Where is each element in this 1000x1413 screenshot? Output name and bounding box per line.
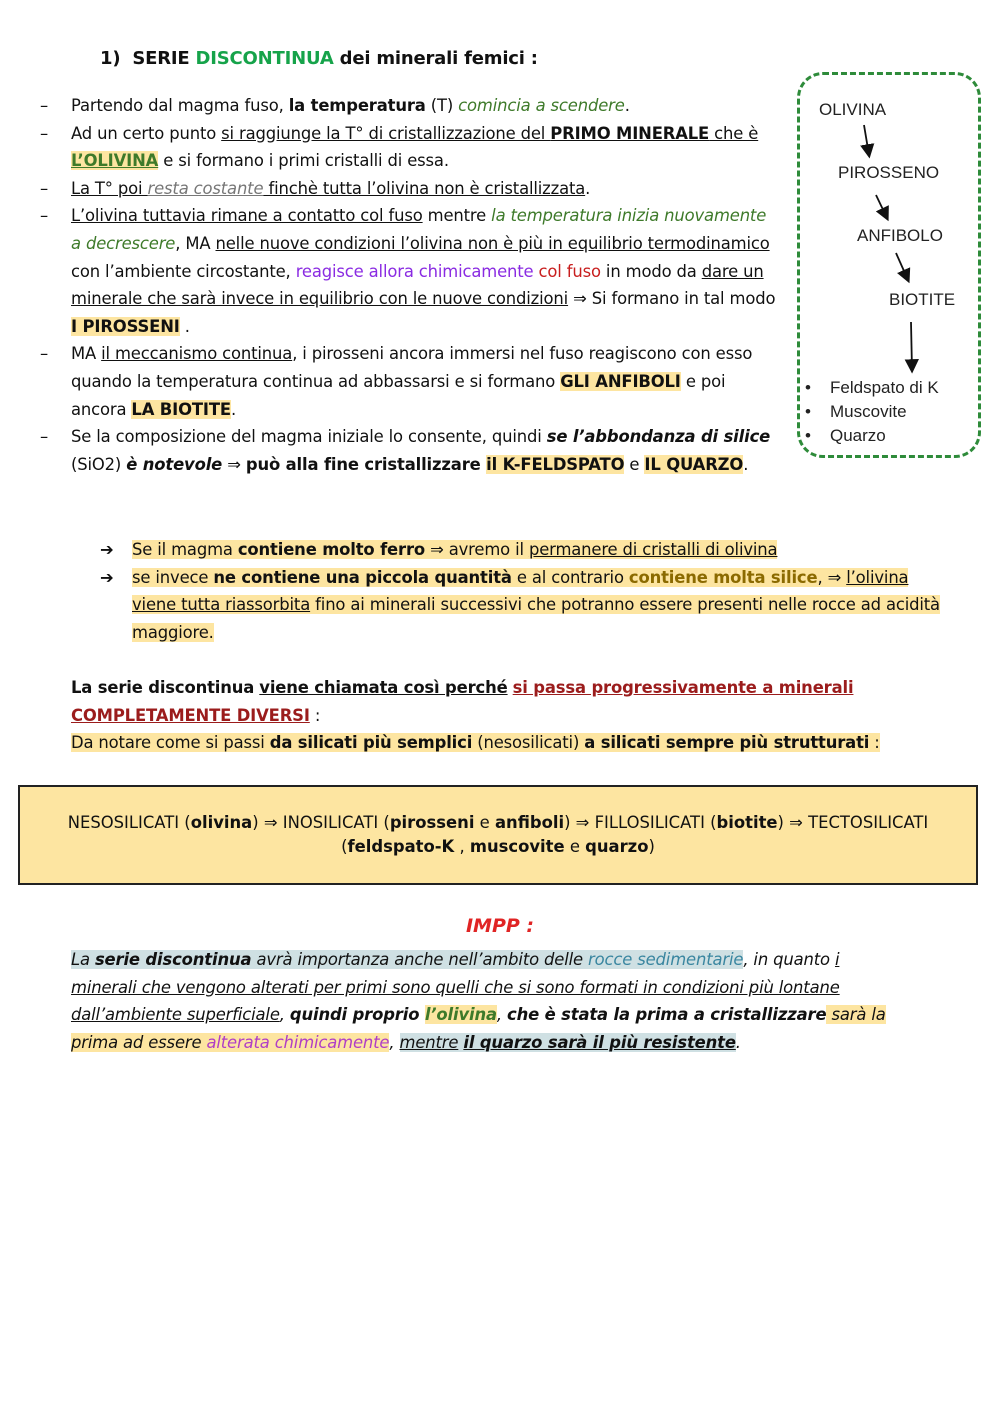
- text: , in quanto: [743, 950, 835, 969]
- highlighted-line: [71, 733, 880, 752]
- text-teal: rocce sedimentarie: [588, 950, 744, 969]
- text-italic-green: comincia a scendere: [458, 96, 625, 115]
- text: fino ai minerali successivi che potranno essere presenti nelle rocce ad acidità maggiore.: [132, 595, 940, 642]
- text: e al contrario: [511, 567, 629, 587]
- text: e poi ancora: [71, 371, 726, 419]
- text-underlined: il meccanismo continua: [101, 344, 293, 364]
- text-underlined: mentre: [399, 1032, 459, 1052]
- text: :: [309, 705, 321, 725]
- diagram-item-quarzo: Quarzo: [830, 426, 886, 445]
- text-underlined: La T° poi: [71, 178, 148, 198]
- text-bold-olive: contiene molta silice: [628, 567, 818, 587]
- text: con l’ambiente circostante,: [71, 261, 296, 281]
- text-italic-green: la temperatura inizia nuovamente a decrescere: [71, 206, 767, 253]
- arrow-item-body: [132, 540, 777, 559]
- heading-text-end: dei minerali femici :: [333, 48, 538, 69]
- bullet-item: [40, 202, 780, 340]
- text: ,: [389, 1032, 400, 1052]
- bullet-item: [40, 423, 780, 478]
- text-underlined: dare un minerale che sarà invece in equilibrio con le nuove condizioni: [71, 261, 764, 309]
- text: , MA: [175, 233, 216, 253]
- anfiboli-highlight: GLI ANFIBOLI: [560, 371, 681, 391]
- bullet-item: [40, 340, 780, 423]
- text: .: [735, 1032, 741, 1052]
- olivina-highlight: L’OLIVINA: [71, 151, 159, 171]
- text: :: [869, 733, 880, 753]
- text: ): [648, 837, 655, 856]
- text: MA: [71, 344, 102, 364]
- text-bold: biotite: [716, 813, 778, 832]
- bullet-dash: –: [40, 96, 49, 115]
- text-bold: da silicati più semplici: [269, 733, 473, 753]
- bullet-item: [40, 175, 780, 203]
- text-underlined: nelle nuove condizioni l’olivina non è più in equilibrio termodinamico: [215, 233, 770, 253]
- text: ) ⇒ TECTOSILICATI (: [341, 813, 929, 856]
- text-bold: che è stata la prima a cristallizzare: [507, 1005, 827, 1025]
- text-bold: serie discontinua: [94, 950, 252, 969]
- text-bold: la temperatura: [288, 96, 426, 115]
- silicate-classification-box: [18, 785, 978, 885]
- diagram-item-feldspato: Feldspato di K: [830, 378, 939, 397]
- text-underlined: permanere di cristalli di olivina: [528, 540, 778, 559]
- text-bold-darkred: si passa progressivamente a minerali COMPLETAMENTE DIVERSI: [71, 678, 854, 725]
- diagram-label-olivina: OLIVINA: [819, 100, 887, 119]
- k-feldspato-highlight: il K-FELDSPATO: [486, 454, 625, 474]
- text: mentre: [422, 206, 492, 226]
- arrow-olivina-pirosseno: [864, 125, 869, 155]
- text: Partendo dal magma fuso,: [71, 96, 289, 115]
- sequence-arrows: [800, 75, 978, 455]
- text-magenta: alterata chimicamente: [206, 1032, 390, 1052]
- text: , ⇒: [817, 567, 847, 587]
- text-bold: La serie discontinua: [71, 678, 255, 697]
- biotite-highlight: LA BIOTITE: [131, 399, 231, 419]
- text-bold: a silicati sempre più strutturati: [584, 733, 870, 753]
- bullet-item: [40, 120, 780, 175]
- heading-text-start: SERIE: [132, 48, 196, 69]
- text-bold: quarzo: [585, 837, 649, 856]
- text: ⇒ avremo il: [425, 540, 529, 559]
- text-bold: può alla fine cristallizzare: [245, 454, 487, 474]
- text: e si formano i primi cristalli di essa.: [158, 151, 449, 171]
- impp-title: IMPP :: [465, 915, 535, 937]
- text: (SiO2): [71, 454, 127, 474]
- text: ,: [279, 1005, 290, 1025]
- text: e: [474, 813, 495, 832]
- text: in modo da: [600, 261, 702, 281]
- diagram-bullet: •: [805, 378, 811, 397]
- text-bold-underlined: viene chiamata così perché: [259, 678, 508, 697]
- text: ,: [496, 1005, 508, 1025]
- diagram-label-anfibolo: ANFIBOLO: [857, 226, 943, 245]
- arrow-item: [100, 536, 940, 564]
- text: sarà la prima ad essere: [71, 1005, 886, 1052]
- arrow-pirosseno-anfibolo: [876, 195, 887, 218]
- arrow-item: [100, 564, 940, 647]
- bullet-dash: –: [40, 344, 49, 364]
- text: Se la composizione del magma iniziale lo consente, quindi: [71, 427, 547, 447]
- text: .: [230, 399, 237, 419]
- text-bold: feldspato-K: [347, 837, 455, 856]
- quarzo-highlight: IL QUARZO: [644, 454, 744, 474]
- text: ,: [454, 837, 470, 856]
- text: .: [585, 178, 591, 198]
- arrow-biotite-final: [911, 322, 912, 370]
- text-bold-italic: se l’abbondanza di silice: [546, 427, 771, 447]
- pirosseni-highlight: I PIROSSENI: [71, 316, 180, 336]
- text: Ad un certo punto: [71, 123, 222, 143]
- arrow-item-body: [132, 568, 940, 642]
- diagram-bullet: •: [805, 402, 811, 421]
- text: (T): [425, 96, 459, 115]
- text-underlined: si raggiunge la T° di cristallizzazione del: [221, 123, 551, 143]
- olivina-highlight: l’olivina: [424, 1005, 497, 1025]
- text: e: [624, 454, 645, 474]
- bullet-item: [40, 92, 780, 120]
- heading-keyword: DISCONTINUA: [195, 48, 334, 69]
- text-italic-gray: resta costante: [147, 178, 264, 198]
- consequence-list: [100, 536, 940, 646]
- text: ⇒ Si formano in tal modo: [568, 289, 776, 309]
- text: avrà importanza anche nell’ambito delle: [251, 950, 589, 969]
- text: La: [71, 950, 95, 969]
- text-bold-italic: è notevole: [126, 454, 223, 474]
- diagram-bullet: •: [805, 426, 811, 445]
- text-bold-underlined: PRIMO MINERALE: [550, 123, 710, 143]
- heading-number: 1): [100, 48, 121, 69]
- text-underlined: finchè tutta l’olivina non è cristallizzata: [263, 178, 586, 198]
- text-underlined: i minerali che vengono alterati per primi sono quelli che si sono formati in condizioni più lontane dall’ambiente superficiale: [71, 950, 840, 1025]
- text: .: [179, 316, 190, 336]
- text-bold: quindi proprio: [289, 1005, 425, 1025]
- text: ) ⇒ INOSILICATI (: [252, 813, 390, 832]
- text: Se il magma: [132, 540, 238, 559]
- text-underlined: che è: [709, 123, 759, 143]
- arrow-icon: ➔: [100, 567, 114, 587]
- text-bold: olivina: [190, 813, 253, 832]
- text: ) ⇒ FILLOSILICATI (: [564, 813, 717, 832]
- text: e: [564, 837, 586, 856]
- process-bullet-list: [40, 92, 780, 478]
- text: Da notare come si passi: [71, 733, 270, 753]
- text: , i pirosseni ancora immersi nel fuso reagiscono con esso quando la temperatura continua ad abbassarsi e si formano: [71, 344, 753, 391]
- bullet-dash: –: [40, 123, 49, 143]
- highlighted-intro: [71, 950, 743, 969]
- section-heading: [100, 48, 538, 69]
- text: ⇒: [222, 454, 246, 474]
- text-bold: anfiboli: [494, 813, 565, 832]
- bullet-dash: –: [40, 178, 49, 198]
- text-underlined: L’olivina tuttavia rimane a contatto col fuso: [71, 206, 423, 226]
- discontinuous-series-explanation: [71, 674, 951, 757]
- text: (nesosilicati): [472, 733, 585, 753]
- text: .: [743, 454, 749, 474]
- text-bold-underlined: il quarzo sarà il più resistente: [463, 1032, 736, 1052]
- highlighted-quartz: [400, 1033, 736, 1052]
- arrow-icon: ➔: [100, 540, 114, 559]
- text-red: col fuso: [538, 261, 601, 281]
- text: NESOSILICATI (: [67, 813, 191, 832]
- text-bold: muscovite: [469, 837, 565, 856]
- arrow-anfibolo-biotite: [896, 253, 908, 280]
- text: se invece: [132, 567, 214, 587]
- silicate-classification-text: [60, 811, 936, 859]
- text-purple: reagisce allora chimicamente: [295, 261, 534, 281]
- text-bold: ne contiene una piccola quantità: [213, 567, 512, 587]
- diagram-item-muscovite: Muscovite: [830, 402, 907, 421]
- diagram-label-pirosseno: PIROSSENO: [838, 163, 940, 182]
- diagram-label-biotite: BIOTITE: [889, 290, 956, 309]
- text-underlined: l’olivina viene tutta riassorbita: [132, 567, 909, 615]
- text-bold: pirosseni: [389, 813, 475, 832]
- text-bold: contiene molto ferro: [237, 540, 426, 559]
- bullet-dash: –: [40, 206, 49, 226]
- bullet-dash: –: [40, 427, 49, 447]
- sedimentary-rocks-note: [71, 946, 901, 1056]
- crystallization-sequence-diagram: [797, 72, 981, 458]
- text: .: [624, 96, 630, 115]
